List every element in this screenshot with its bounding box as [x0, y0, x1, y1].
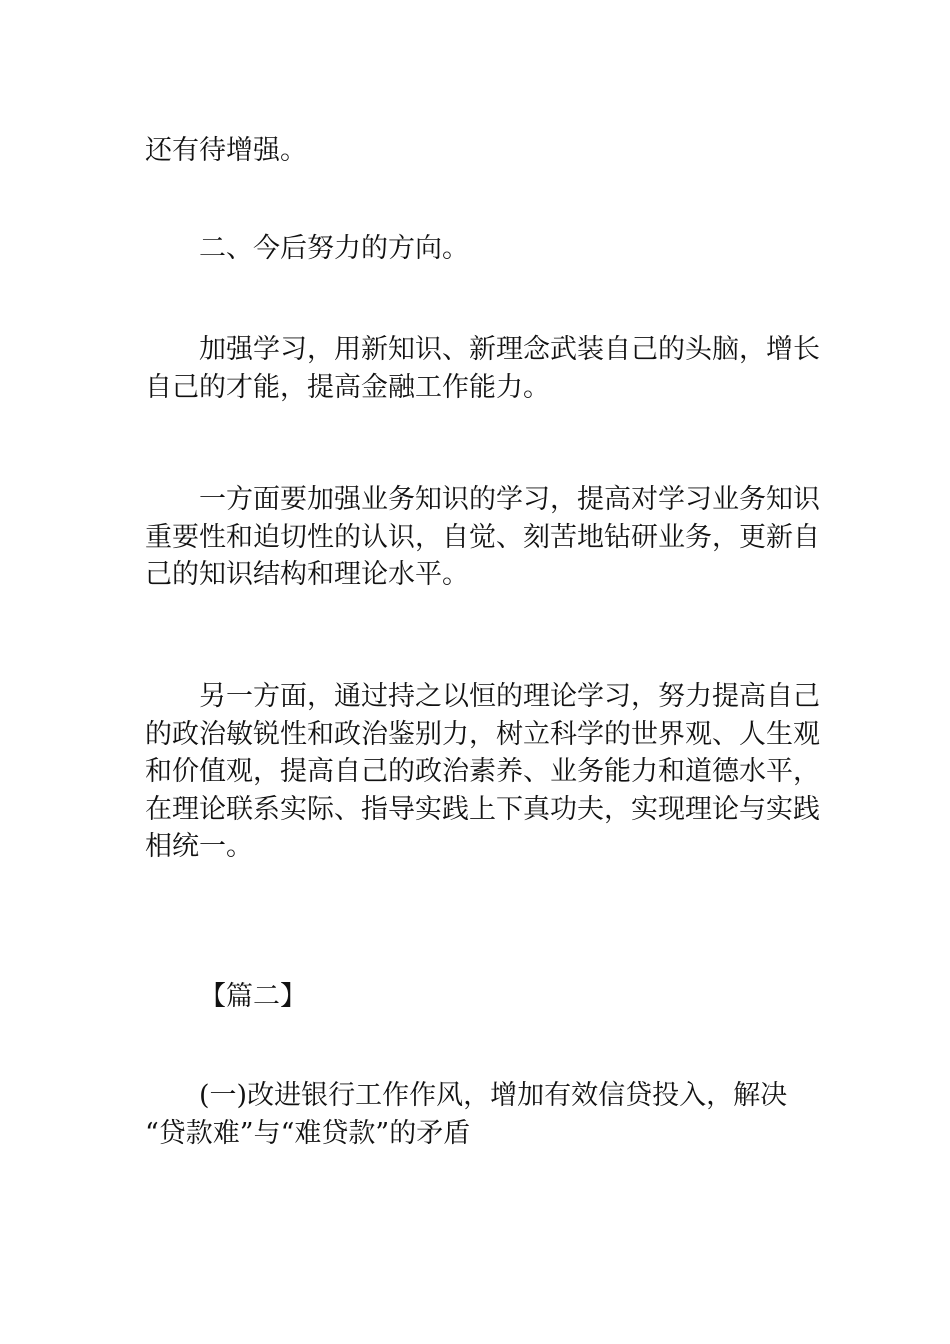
paragraph-business-knowledge	[145, 481, 820, 594]
text-line: 己的知识结构和理论水平。	[145, 559, 469, 590]
part-two-heading	[145, 978, 810, 1016]
text-line: 另一方面，通过持之以恒的理论学习，努力提高自己	[199, 681, 820, 712]
section-heading	[145, 230, 810, 268]
text-line: 二、今后努力的方向。	[199, 233, 469, 264]
text-line: 重要性和迫切性的认识，自觉、刻苦地钻研业务，更新自	[145, 521, 820, 553]
paragraph-theory-learning	[145, 678, 820, 866]
text-line: 一方面要加强业务知识的学习，提高对学习业务知识	[199, 484, 820, 515]
text-line: 【篇二】	[199, 981, 307, 1012]
text-line: 加强学习，用新知识、新理念武装自己的头脑，增长	[199, 334, 820, 365]
paragraph-strengthen-learning	[145, 331, 820, 406]
text-line: 自己的才能，提高金融工作能力。	[145, 371, 550, 403]
text-line: 还有待增强。	[145, 135, 307, 166]
text-line: 和价值观，提高自己的政治素养、业务能力和道德水平，	[145, 756, 820, 787]
paragraph-bank-work-style	[145, 1077, 810, 1152]
paragraph-continuation	[145, 132, 810, 170]
text-line: 相统一。	[145, 831, 253, 862]
text-line: 的政治敏锐性和政治鉴别力，树立科学的世界观、人生观	[145, 718, 820, 750]
text-line: “贷款难”与“难贷款”的矛盾	[145, 1117, 471, 1149]
text-line: 在理论联系实际、指导实践上下真功夫，实现理论与实践	[145, 793, 820, 825]
text-line: (一)改进银行工作作风，增加有效信贷投入，解决	[199, 1080, 788, 1111]
